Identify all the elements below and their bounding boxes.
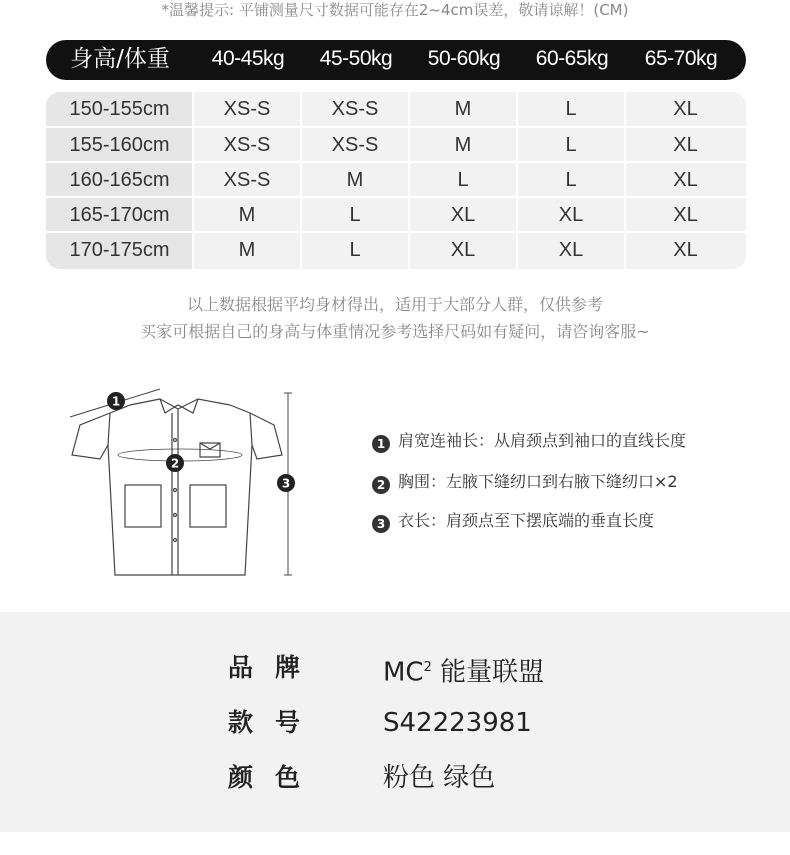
marker-3-label: 3 <box>281 476 291 491</box>
table-row <box>46 233 746 269</box>
header-weight-1: 40-45kg <box>211 47 285 70</box>
brand-row <box>0 648 790 688</box>
table-divider <box>46 196 746 198</box>
size-cell: M <box>193 198 301 232</box>
model-row <box>0 703 790 743</box>
size-cell: L <box>301 198 409 232</box>
diagram-marker-3 <box>277 474 295 492</box>
measurement-notice: *温馨提示: 平铺测量尺寸数据可能存在2~4cm误差，敬请谅解！(CM) <box>161 1 629 19</box>
legend-text-2: 胸围：左腋下缝纫口到右腋下缝纫口×2 <box>398 472 678 491</box>
size-cell: XL <box>409 198 517 232</box>
color-label: 颜色 <box>228 763 323 792</box>
size-cell: M <box>409 92 517 126</box>
table-row <box>46 92 746 126</box>
row-height-cell: 165-170cm <box>46 198 193 232</box>
brand-value <box>383 648 544 693</box>
table-divider <box>300 92 302 269</box>
size-cell: L <box>517 163 625 197</box>
size-cell: XL <box>625 233 746 269</box>
legend-number-3: 3 <box>372 515 390 533</box>
row-height-cell: 170-175cm <box>46 233 193 269</box>
header-weight-4: 60-65kg <box>535 47 609 70</box>
size-table-header <box>46 40 746 80</box>
table-row <box>46 198 746 232</box>
legend-text-1: 肩宽连袖长：从肩颈点到袖口的直线长度 <box>398 431 687 450</box>
legend-text-3: 衣长：肩颈点至下摆底端的垂直长度 <box>398 511 655 530</box>
size-cell: M <box>193 233 301 269</box>
row-height-cell: 160-165cm <box>46 163 193 197</box>
size-cell: XL <box>517 198 625 232</box>
header-weight-5: 65-70kg <box>644 47 718 70</box>
row-height-cell: 150-155cm <box>46 92 193 126</box>
table-divider <box>46 126 746 128</box>
diagram-marker-2 <box>166 454 184 472</box>
size-cell: L <box>301 233 409 269</box>
header-height-weight: 身高/体重 <box>70 46 170 72</box>
size-cell: XL <box>625 198 746 232</box>
size-cell: XS-S <box>193 92 301 126</box>
color-value: 粉色 绿色 <box>383 763 496 793</box>
size-advice-line-1: 以上数据根据平均身材得出，适用于大部分人群，仅供参考 <box>186 295 603 314</box>
marker-1-label: 1 <box>111 394 121 409</box>
legend-number-1: 1 <box>372 435 390 453</box>
model-label: 款号 <box>228 708 323 737</box>
product-info-panel <box>0 612 790 832</box>
table-row <box>46 128 746 162</box>
size-cell: M <box>409 128 517 162</box>
size-cell: L <box>517 92 625 126</box>
size-cell: L <box>409 163 517 197</box>
robe-outline-illustration <box>60 385 310 585</box>
size-cell: XS-S <box>301 92 409 126</box>
brand-suffix: 能量联盟 <box>431 657 545 688</box>
table-divider <box>624 92 626 269</box>
table-divider <box>192 92 194 269</box>
table-divider <box>46 231 746 233</box>
table-divider <box>408 92 410 269</box>
size-advice-line-2: 买家可根据自己的身高与体重情况参考选择尺码如有疑问，请咨询客服~ <box>140 322 650 341</box>
model-value: S42223981 <box>383 708 532 738</box>
brand-prefix: MC <box>383 657 424 688</box>
size-cell: M <box>301 163 409 197</box>
color-row <box>0 758 790 798</box>
legend-item-shoulder-sleeve <box>372 429 686 453</box>
header-weight-2: 45-50kg <box>319 47 393 70</box>
header-weight-3: 50-60kg <box>427 47 501 70</box>
size-cell: XS-S <box>193 163 301 197</box>
table-row <box>46 163 746 197</box>
legend-number-2: 2 <box>372 476 390 494</box>
size-cell: XL <box>517 233 625 269</box>
legend-item-length <box>372 509 654 533</box>
brand-label: 品牌 <box>228 653 323 682</box>
table-divider <box>516 92 518 269</box>
size-cell: L <box>517 128 625 162</box>
size-table <box>46 92 746 269</box>
size-cell: XL <box>625 92 746 126</box>
row-height-cell: 155-160cm <box>46 128 193 162</box>
table-divider <box>46 161 746 163</box>
marker-2-label: 2 <box>170 456 180 471</box>
diagram-marker-1 <box>107 392 125 410</box>
legend-item-chest <box>372 470 678 494</box>
size-cell: XL <box>625 128 746 162</box>
brand-superscript: 2 <box>423 660 432 675</box>
size-cell: XL <box>625 163 746 197</box>
size-cell: XL <box>409 233 517 269</box>
size-cell: XS-S <box>193 128 301 162</box>
garment-measurement-diagram <box>60 385 310 585</box>
size-cell: XS-S <box>301 128 409 162</box>
